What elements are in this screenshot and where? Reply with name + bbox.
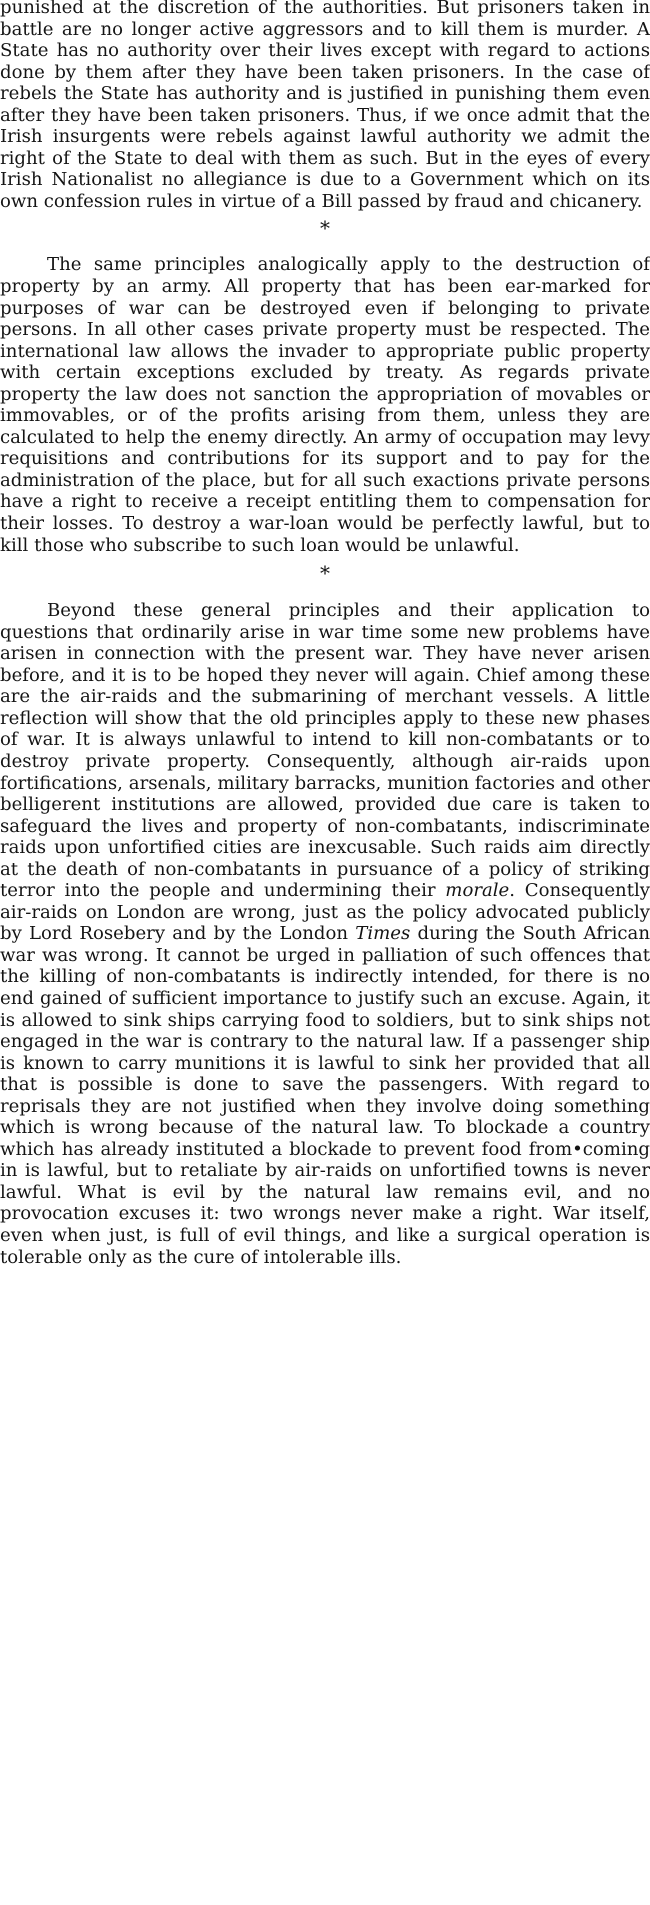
section-separator: *	[320, 561, 330, 586]
section-separator: *	[320, 216, 330, 241]
italic-word-times: Times	[355, 923, 411, 945]
paragraph-text: during the South African war was wrong. It cannot be urged in palliation of such offences that the killing of non-combatants is indirectly intended, for there is no end gained of sufficient importance to justify such an excuse. Again, it is allowed to sink ships carrying food to soldiers, but to sink ships not engaged in the war is contrary to the natural law. If a passenger ship is known to carry munitions it is lawful to sink her provided that all that is possible is done to save the passengers. With regard to reprisals they are not justified when they involve doing something which is wrong because of the natural law. To blockade a country which has already instituted a blockade to prevent food from•coming in is lawful, but to retaliate by air-raids on unfortified towns is never lawful. What is evil by the natural law remains evil, and no provocation excuses it: two wrongs never make a right. War itself, even when just, is full of evil things, and like a surgical operation is tolerable only as the cure of intolerable ills.	[0, 923, 650, 1268]
paragraph-prisoners: punished at the discretion of the authorities. But prisoners taken in battle are no longer active aggressors and to kill them is murder. A State has no authority over their lives except with regard to actions done by them after they have been taken prisoners. In the case of rebels the State has authority and is justified in punishing them even after they have been taken prisoners. Thus, if we once admit that the Irish insurgents were rebels against lawful authority we admit the right of the State to deal with them as such. But in the eyes of every Irish Nationalist no allegiance is due to a Government which on its own confession rules in virtue of a Bill passed by fraud and chicanery.	[0, 0, 650, 212]
paragraph-new-problems	[0, 600, 650, 1268]
paragraph-property: The same principles analogically apply to the destruction of property by an army. All property that has been ear-marked for purposes of war can be destroyed even if belonging to private persons. In all other cases private property must be respected. The international law allows the invader to appropriate public property with certain exceptions excluded by treaty. As regards private property the law does not sanction the appropriation of movables or immovables, or of the profits arising from them, unless they are calculated to help the enemy directly. An army of occupation may levy requisitions and contributions for its support and to pay for the administration of the place, but for all such exactions private persons have a right to receive a receipt entitling them to compensation for their losses. To destroy a war-loan would be perfectly lawful, but to kill those who subscribe to such loan would be unlawful.	[0, 254, 650, 556]
paragraph-text: Beyond these general principles and their application to questions that ordinarily arise in war time some new problems have arisen in connection with the present war. They have never arisen before, and it is to be hoped they never will again. Chief among these are the air-raids and the submarining of merchant vessels. A little reflection will show that the old principles apply to these new phases of war. It is always unlawful to intend to kill non-combatants or to destroy private property. Consequently, although air-raids upon fortifications, arsenals, military barracks, munition factories and other belligerent institutions are allowed, provided due care is taken to safeguard the lives and property of non-combatants, indiscriminate raids upon unfortified cities are inexcusable. Such raids aim directly at the death of non-combatants in pursuance of a policy of striking terror into the people and undermining their	[0, 600, 650, 902]
italic-word-morale: morale	[445, 880, 510, 902]
paragraph-text: . Consequently air-raids on London are wrong, just as the policy advocated publicly by Lord Rosebery and by the London	[0, 880, 650, 945]
